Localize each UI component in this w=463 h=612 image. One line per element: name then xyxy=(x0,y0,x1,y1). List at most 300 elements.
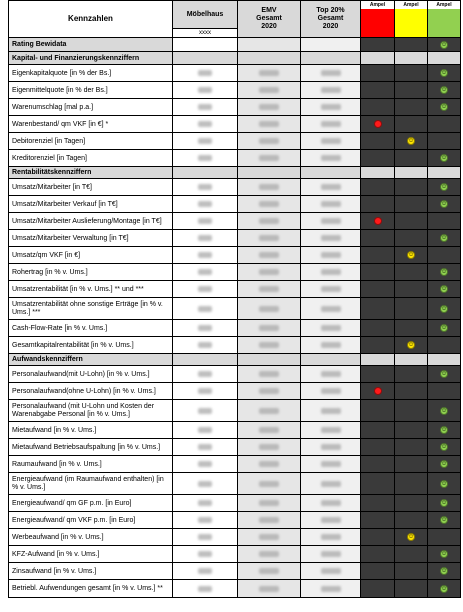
redacted-value xyxy=(321,184,341,190)
ampel-cell xyxy=(361,230,395,247)
ampel-cell xyxy=(361,383,395,400)
ampel-cell xyxy=(428,546,461,563)
redacted-value xyxy=(259,586,279,592)
green-status-icon: ☺ xyxy=(441,568,448,574)
ampel-cell xyxy=(428,167,461,179)
ampel-cell xyxy=(428,196,461,213)
redacted-value xyxy=(198,481,212,487)
row-label-text: Rentabilitätskennziffern xyxy=(12,169,92,176)
value-cell-moeb xyxy=(173,281,238,298)
value-cell-top xyxy=(301,366,361,383)
green-status-icon: ☺ xyxy=(441,70,448,76)
section-header xyxy=(8,52,173,65)
ampel-cell xyxy=(361,281,395,298)
value-cell-emv xyxy=(238,150,301,167)
redacted-value xyxy=(321,517,341,523)
row-label xyxy=(8,38,173,52)
redacted-value xyxy=(259,252,279,258)
redacted-value xyxy=(259,427,279,433)
ampel-cell xyxy=(395,580,428,598)
row-label-text: Umsatz/Mitarbeiter Verwaltung [in T€] xyxy=(12,234,129,242)
redacted-value xyxy=(198,252,212,258)
row-label xyxy=(8,133,173,150)
value-cell-emv xyxy=(238,298,301,320)
redacted-value xyxy=(198,121,212,127)
redacted-value xyxy=(198,201,212,207)
value-cell-moeb xyxy=(173,495,238,512)
row-label-text: Energieaufwand/ qm GF p.m. [in Euro] xyxy=(12,499,132,507)
value-cell-emv xyxy=(238,116,301,133)
row-label xyxy=(8,580,173,598)
row-label-text: Umsatz/Mitarbeiter [in T€] xyxy=(12,183,93,191)
ampel-cell xyxy=(428,150,461,167)
row-label-text: Umsatz/Mitarbeiter Auslieferung/Montage [in T€] xyxy=(12,217,162,225)
redacted-value xyxy=(321,138,341,144)
value-cell-moeb xyxy=(173,546,238,563)
value-cell-moeb xyxy=(173,529,238,546)
redacted-value xyxy=(198,70,212,76)
redacted-value xyxy=(198,286,212,292)
green-status-icon: ☺ xyxy=(441,427,448,433)
ampel-cell xyxy=(395,116,428,133)
ampel-cell xyxy=(361,320,395,337)
redacted-value xyxy=(321,252,341,258)
header-ampel-red xyxy=(361,0,395,38)
redacted-value xyxy=(321,87,341,93)
redacted-value xyxy=(259,155,279,161)
row-label-text: Eigenkapitalquote [in % der Bs.] xyxy=(12,69,112,77)
ampel-cell xyxy=(361,133,395,150)
ampel-cell xyxy=(361,580,395,598)
value-cell-moeb xyxy=(173,456,238,473)
green-status-icon: ☺ xyxy=(441,305,448,312)
ampel-cell xyxy=(428,82,461,99)
header-top20-label: Top 20% Gesamt 2020 xyxy=(316,7,345,30)
ampel-cell xyxy=(428,264,461,281)
header-top20 xyxy=(301,0,361,38)
redacted-value xyxy=(259,568,279,574)
ampel-cell xyxy=(428,281,461,298)
row-label-text: KFZ-Aufwand [in % v. Ums.] xyxy=(12,550,100,558)
value-cell-moeb xyxy=(173,337,238,354)
value-cell-moeb xyxy=(173,512,238,529)
ampel-cell xyxy=(395,512,428,529)
value-cell-moeb xyxy=(173,230,238,247)
redacted-value xyxy=(198,461,212,467)
red-status-icon xyxy=(374,217,382,225)
ampel-cell xyxy=(428,422,461,439)
ampel-cell xyxy=(395,400,428,422)
ampel-cell xyxy=(361,563,395,580)
ampel-cell xyxy=(428,247,461,264)
ampel-label-2: Ampel xyxy=(403,2,419,8)
ampel-cell xyxy=(428,38,461,52)
redacted-value xyxy=(321,444,341,450)
green-status-icon: ☺ xyxy=(441,286,448,292)
value-cell-moeb xyxy=(173,320,238,337)
ampel-cell xyxy=(428,65,461,82)
ampel-cell xyxy=(395,320,428,337)
value-cell-moeb xyxy=(173,439,238,456)
row-label-text: Werbeaufwand [in % v. Ums.] xyxy=(12,533,104,541)
value-cell-top xyxy=(301,82,361,99)
redacted-value xyxy=(198,534,212,540)
value-cell-moeb xyxy=(173,473,238,495)
ampel-cell xyxy=(361,167,395,179)
ampel-cell xyxy=(361,264,395,281)
value-cell-emv xyxy=(238,529,301,546)
row-label-text: Rohertrag [in % v. Ums.] xyxy=(12,268,88,276)
value-cell-top xyxy=(301,495,361,512)
value-cell-top xyxy=(301,580,361,598)
redacted-value xyxy=(198,306,212,312)
ampel-cell xyxy=(361,354,395,366)
ampel-cell xyxy=(428,580,461,598)
green-status-icon: ☺ xyxy=(441,184,448,190)
ampel-cell xyxy=(361,400,395,422)
green-status-icon: ☺ xyxy=(441,87,448,93)
value-cell-top xyxy=(301,512,361,529)
value-cell-emv xyxy=(238,52,301,65)
row-label xyxy=(8,65,173,82)
row-label xyxy=(8,230,173,247)
redacted-value xyxy=(259,342,279,348)
redacted-value xyxy=(198,388,212,394)
redacted-value xyxy=(198,218,212,224)
redacted-value xyxy=(321,286,341,292)
redacted-value xyxy=(321,586,341,592)
value-cell-top xyxy=(301,320,361,337)
row-label xyxy=(8,366,173,383)
ampel-cell xyxy=(428,456,461,473)
ampel-cell xyxy=(395,150,428,167)
ampel-cell xyxy=(361,298,395,320)
ampel-cell xyxy=(361,52,395,65)
redacted-value xyxy=(259,121,279,127)
green-status-icon: ☺ xyxy=(441,407,448,414)
ampel-cell xyxy=(395,281,428,298)
red-status-icon xyxy=(374,120,382,128)
redacted-value xyxy=(198,87,212,93)
value-cell-moeb xyxy=(173,116,238,133)
row-label xyxy=(8,82,173,99)
redacted-value xyxy=(198,269,212,275)
row-label xyxy=(8,337,173,354)
redacted-value xyxy=(259,500,279,506)
redacted-value xyxy=(259,461,279,467)
value-cell-emv xyxy=(238,354,301,366)
redacted-value xyxy=(321,427,341,433)
row-label-text: Energieaufwand (im Raumaufwand enthalten) [in % v. Ums.] xyxy=(12,476,164,491)
redacted-value xyxy=(259,104,279,110)
ampel-cell xyxy=(428,439,461,456)
ampel-cell xyxy=(361,366,395,383)
value-cell-top xyxy=(301,133,361,150)
ampel-cell xyxy=(395,196,428,213)
redacted-value xyxy=(321,342,341,348)
value-cell-emv xyxy=(238,38,301,52)
row-label xyxy=(8,456,173,473)
value-cell-top xyxy=(301,65,361,82)
redacted-value xyxy=(259,325,279,331)
redacted-value xyxy=(321,121,341,127)
redacted-value xyxy=(321,306,341,312)
redacted-value xyxy=(321,500,341,506)
value-cell-moeb xyxy=(173,99,238,116)
ampel-cell xyxy=(395,473,428,495)
value-cell-emv xyxy=(238,580,301,598)
ampel-cell xyxy=(428,52,461,65)
row-label-text: Raumaufwand [in % v. Ums.] xyxy=(12,460,102,468)
ampel-cell xyxy=(395,439,428,456)
section-header xyxy=(8,354,173,366)
value-cell-emv xyxy=(238,264,301,281)
ampel-cell xyxy=(395,422,428,439)
redacted-value xyxy=(259,218,279,224)
yellow-status-icon: ☺ xyxy=(408,252,415,258)
ampel-cell xyxy=(428,133,461,150)
ampel-cell xyxy=(428,179,461,196)
header-moebelhaus-label: Möbelhaus xyxy=(186,10,224,18)
redacted-value xyxy=(259,286,279,292)
redacted-value xyxy=(321,551,341,557)
ampel-cell xyxy=(361,82,395,99)
redacted-value xyxy=(321,70,341,76)
row-label xyxy=(8,422,173,439)
header-moebelhaus xyxy=(173,0,238,29)
value-cell-emv xyxy=(238,495,301,512)
value-cell-top xyxy=(301,247,361,264)
ampel-cell xyxy=(428,473,461,495)
row-label xyxy=(8,99,173,116)
ampel-cell xyxy=(395,213,428,230)
ampel-cell xyxy=(428,354,461,366)
row-label xyxy=(8,439,173,456)
redacted-value xyxy=(321,461,341,467)
ampel-cell xyxy=(361,213,395,230)
value-cell-moeb xyxy=(173,133,238,150)
row-label xyxy=(8,150,173,167)
value-cell-top xyxy=(301,150,361,167)
value-cell-emv xyxy=(238,230,301,247)
value-cell-emv xyxy=(238,167,301,179)
row-label-text: Umsatzrentabilität ohne sonstige Erträge [in % v. Ums.] *** xyxy=(12,301,163,316)
ampel-cell xyxy=(428,563,461,580)
value-cell-emv xyxy=(238,422,301,439)
ampel-cell xyxy=(395,65,428,82)
ampel-cell xyxy=(361,512,395,529)
ampel-cell xyxy=(395,563,428,580)
row-label xyxy=(8,116,173,133)
redacted-value xyxy=(321,235,341,241)
row-label-text: Kreditorenziel [in Tagen] xyxy=(12,154,87,162)
value-cell-top xyxy=(301,179,361,196)
redacted-value xyxy=(259,551,279,557)
redacted-value xyxy=(321,371,341,377)
value-cell-emv xyxy=(238,337,301,354)
value-cell-moeb xyxy=(173,422,238,439)
value-cell-emv xyxy=(238,281,301,298)
row-label-text: Betriebl. Aufwendungen gesamt [in % v. Ums.] ** xyxy=(12,585,163,592)
value-cell-top xyxy=(301,456,361,473)
redacted-value xyxy=(321,408,341,414)
value-cell-emv xyxy=(238,473,301,495)
ampel-cell xyxy=(361,337,395,354)
ampel-cell xyxy=(395,337,428,354)
value-cell-emv xyxy=(238,247,301,264)
ampel-cell xyxy=(395,495,428,512)
header-moebelhaus-sub xyxy=(173,29,238,38)
redacted-value xyxy=(259,408,279,414)
value-cell-moeb xyxy=(173,52,238,65)
row-label xyxy=(8,546,173,563)
row-label xyxy=(8,179,173,196)
ampel-cell xyxy=(395,383,428,400)
green-status-icon: ☺ xyxy=(441,480,448,487)
green-status-icon: ☺ xyxy=(441,500,448,506)
value-cell-emv xyxy=(238,196,301,213)
header-ampel-green xyxy=(428,0,461,38)
green-status-icon: ☺ xyxy=(441,585,448,592)
ampel-cell xyxy=(361,495,395,512)
section-header xyxy=(8,167,173,179)
ampel-cell xyxy=(361,38,395,52)
green-status-icon: ☺ xyxy=(441,517,448,523)
value-cell-moeb xyxy=(173,264,238,281)
value-cell-moeb xyxy=(173,82,238,99)
yellow-status-icon: ☺ xyxy=(408,342,415,348)
green-status-icon: ☺ xyxy=(441,201,448,207)
value-cell-top xyxy=(301,337,361,354)
row-label xyxy=(8,495,173,512)
ampel-cell xyxy=(395,529,428,546)
ampel-cell xyxy=(361,422,395,439)
row-label xyxy=(8,563,173,580)
row-label xyxy=(8,383,173,400)
row-label xyxy=(8,264,173,281)
redacted-value xyxy=(198,235,212,241)
value-cell-top xyxy=(301,529,361,546)
value-cell-moeb xyxy=(173,38,238,52)
row-label xyxy=(8,281,173,298)
header-emv xyxy=(238,0,301,38)
redacted-value xyxy=(259,517,279,523)
ampel-cell xyxy=(361,529,395,546)
redacted-value xyxy=(198,444,212,450)
value-cell-top xyxy=(301,230,361,247)
ampel-cell xyxy=(428,116,461,133)
red-status-icon xyxy=(374,387,382,395)
header-moebelhaus-sub-label: xxxx xyxy=(199,30,211,36)
value-cell-moeb xyxy=(173,580,238,598)
row-label-text: Energieaufwand/ qm VKF p.m. [in Euro] xyxy=(12,516,136,524)
value-cell-emv xyxy=(238,366,301,383)
value-cell-emv xyxy=(238,563,301,580)
green-status-icon: ☺ xyxy=(441,155,448,161)
ampel-cell xyxy=(428,230,461,247)
ampel-cell xyxy=(361,116,395,133)
redacted-value xyxy=(198,155,212,161)
value-cell-moeb xyxy=(173,247,238,264)
redacted-value xyxy=(321,481,341,487)
row-label xyxy=(8,400,173,422)
ampel-cell xyxy=(395,366,428,383)
row-label-text: Debitorenziel [in Tagen] xyxy=(12,137,86,145)
value-cell-moeb xyxy=(173,213,238,230)
ampel-label-3: Ampel xyxy=(436,2,452,8)
value-cell-top xyxy=(301,99,361,116)
value-cell-emv xyxy=(238,133,301,150)
ampel-cell xyxy=(428,213,461,230)
redacted-value xyxy=(259,444,279,450)
row-label xyxy=(8,298,173,320)
value-cell-top xyxy=(301,439,361,456)
redacted-value xyxy=(321,201,341,207)
row-label-text: Rating Bewidata xyxy=(12,41,67,48)
green-status-icon: ☺ xyxy=(441,551,448,557)
ampel-cell xyxy=(361,247,395,264)
redacted-value xyxy=(198,371,212,377)
ampel-cell xyxy=(428,512,461,529)
green-status-icon: ☺ xyxy=(441,269,448,275)
ampel-cell xyxy=(395,179,428,196)
ampel-cell xyxy=(395,298,428,320)
redacted-value xyxy=(198,342,212,348)
ampel-cell xyxy=(361,456,395,473)
header-ampel-yellow xyxy=(395,0,428,38)
value-cell-emv xyxy=(238,383,301,400)
row-label xyxy=(8,529,173,546)
ampel-cell xyxy=(361,196,395,213)
redacted-value xyxy=(198,551,212,557)
redacted-value xyxy=(198,427,212,433)
row-label-text: Mietaufwand [in % v. Ums.] xyxy=(12,426,97,434)
value-cell-top xyxy=(301,383,361,400)
green-status-icon: ☺ xyxy=(441,235,448,241)
value-cell-moeb xyxy=(173,354,238,366)
redacted-value xyxy=(259,70,279,76)
value-cell-moeb xyxy=(173,366,238,383)
value-cell-emv xyxy=(238,546,301,563)
redacted-value xyxy=(259,235,279,241)
row-label-text: Warenbestand/ qm VKF [in €] * xyxy=(12,120,109,128)
ampel-cell xyxy=(395,167,428,179)
ampel-cell xyxy=(428,366,461,383)
value-cell-top xyxy=(301,116,361,133)
redacted-value xyxy=(321,269,341,275)
ampel-cell xyxy=(395,354,428,366)
value-cell-moeb xyxy=(173,563,238,580)
header-kennzahlen xyxy=(8,0,173,38)
row-label xyxy=(8,213,173,230)
row-label-text: Umsatzrentabilität [in % v. Ums.] ** und *** xyxy=(12,285,144,293)
ampel-cell xyxy=(395,546,428,563)
value-cell-emv xyxy=(238,65,301,82)
redacted-value xyxy=(198,184,212,190)
row-label xyxy=(8,512,173,529)
value-cell-moeb xyxy=(173,150,238,167)
ampel-cell xyxy=(428,298,461,320)
value-cell-top xyxy=(301,563,361,580)
ampel-cell xyxy=(395,52,428,65)
redacted-value xyxy=(259,201,279,207)
redacted-value xyxy=(198,517,212,523)
value-cell-top xyxy=(301,52,361,65)
redacted-value xyxy=(198,325,212,331)
ampel-cell xyxy=(428,400,461,422)
redacted-value xyxy=(198,500,212,506)
row-label xyxy=(8,196,173,213)
